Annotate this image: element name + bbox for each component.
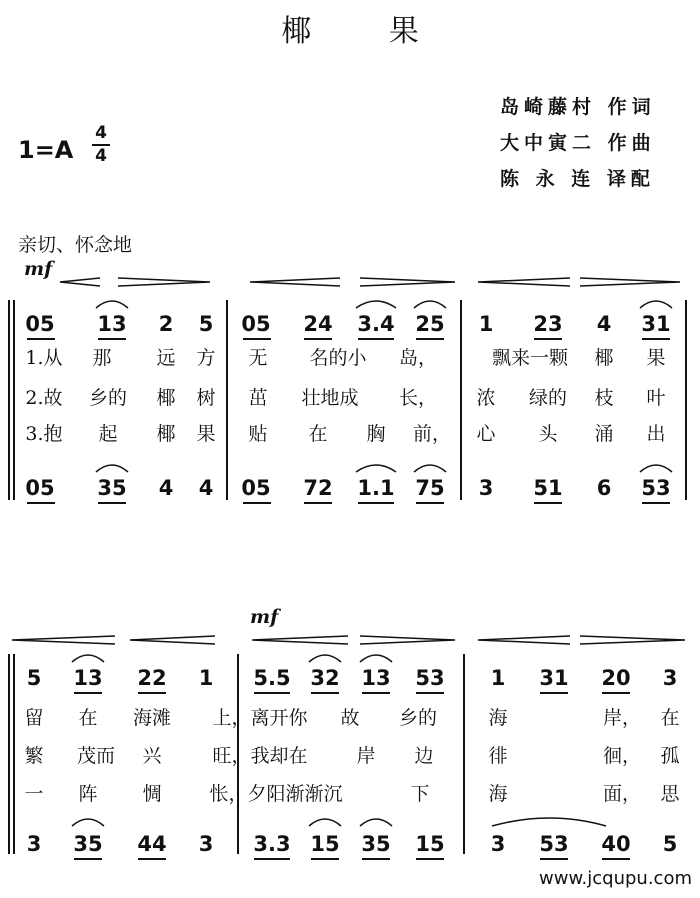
note-group: 22 [137,666,167,690]
note-group: 24 [303,312,333,336]
lyric: 乡的 [398,707,438,729]
underline [243,502,271,504]
lyric: 岛， [398,347,438,369]
lyric: 海 [488,707,508,729]
lyric: 留 [24,707,44,729]
note-group: 31 [641,312,671,336]
hairpin-marks [0,268,700,294]
lyric: 一 [24,783,44,805]
lyric: 乡的 [88,387,128,409]
lyric: 阵 [78,783,98,805]
lyric: 茁 [248,387,268,409]
note-group: 3 [478,476,494,500]
slur-marks [0,810,700,830]
watermark: www.jcqupu.com [539,868,692,889]
note-group: 3.3 [253,832,291,856]
note-group: 3 [662,666,678,690]
lyric: 海 [488,783,508,805]
lyric: 头 [538,423,558,445]
underline [540,692,568,694]
lower-voice-row [0,826,700,862]
underline [254,692,290,694]
note-group: 5 [198,312,214,336]
lyric-verse-2 [0,380,700,416]
credit-translator: 陈 永 连 译配 [500,168,655,190]
lyric: 兴 [142,745,162,767]
note-group: 4 [158,476,174,500]
note-group: 3 [490,832,506,856]
underline [27,502,55,504]
underline [311,692,339,694]
lyric: 树 [196,387,216,409]
underline [304,502,332,504]
lyric: 方 [196,347,216,369]
lyric-verse-2 [0,738,700,774]
key-signature: 1=A [18,136,74,164]
note-group: 32 [310,666,340,690]
lyric-verse-3 [0,416,700,452]
note-group: 53 [415,666,445,690]
note-group: 53 [641,476,671,500]
note-group: 35 [97,476,127,500]
lyric-verse-3 [0,776,700,812]
lyric: 2.故 [25,387,63,409]
underline [98,502,126,504]
note-group: 05 [241,476,271,500]
song-title: 椰 果 [281,14,453,49]
meter-bottom: 4 [95,146,107,166]
underline [358,502,394,504]
meter-top: 4 [95,123,107,143]
note-group: 13 [73,666,103,690]
note-group: 3 [198,832,214,856]
note-group: 4 [596,312,612,336]
underline [74,858,102,860]
underline [362,692,390,694]
note-group: 6 [596,476,612,500]
underline [311,858,339,860]
lyric: 胸 [366,423,386,445]
lyric: 下 [410,783,430,805]
note-group: 53 [539,832,569,856]
lyric: 心 [476,423,496,445]
underline [138,858,166,860]
note-group: 51 [533,476,563,500]
underline [138,692,166,694]
lyric: 名的小 [309,347,367,369]
lyric: 繁 [24,745,44,767]
lyric: 海滩 [132,707,172,729]
slur-marks [0,646,700,666]
underline [602,858,630,860]
note-group: 40 [601,832,631,856]
underline [602,692,630,694]
note-group: 1 [198,666,214,690]
note-group: 5.5 [253,666,291,690]
slur-marks [0,456,700,476]
lyric: 那 [92,347,112,369]
underline [416,502,444,504]
note-group: 75 [415,476,445,500]
note-group: 05 [241,312,271,336]
lyric: 出 [646,423,666,445]
note-group: 13 [97,312,127,336]
note-group: 35 [361,832,391,856]
lyric-verse-1 [0,340,700,376]
lyric: 惆 [142,783,162,805]
lyric: 壮地成 [301,387,359,409]
note-group: 15 [310,832,340,856]
underline [254,858,290,860]
lyric: 果 [196,423,216,445]
lyric: 叶 [646,387,666,409]
note-group: 5 [26,666,42,690]
lyric: 果 [646,347,666,369]
lyric: 旺，我却在 [212,745,308,767]
slur-marks [0,292,700,312]
note-group: 1 [490,666,506,690]
dynamic-mf: mf [24,258,53,280]
lyric: 岸 [356,745,376,767]
note-group: 5 [662,832,678,856]
lyric: 孤 [660,745,680,767]
note-group: 1 [478,312,494,336]
underline [540,858,568,860]
credit-lyricist: 岛崎藤村 作词 [500,96,656,118]
time-signature [92,124,110,166]
underline [642,502,670,504]
note-group: 72 [303,476,333,500]
note-group: 31 [539,666,569,690]
note-group: 20 [601,666,631,690]
lyric: 长， [398,387,438,409]
note-group: 15 [415,832,445,856]
lyric: 徘 [488,745,508,767]
lyric: 飘来一颗 [491,347,569,369]
lyric: 在 [308,423,328,445]
lyric: 3.抱 [25,423,63,445]
lyric: 椰 [156,423,176,445]
tempo-marking: 亲切、怀念地 [18,234,133,256]
lyric: 椰 [156,387,176,409]
lyric: 绿的 [528,387,568,409]
note-group: 05 [25,312,55,336]
credit-composer: 大中寅二 作曲 [500,132,656,154]
lyric-verse-1 [0,700,700,736]
lyric: 上，离开你 [212,707,308,729]
lyric: 在 [78,707,98,729]
lyric: 1.从 [25,347,63,369]
lyric: 在 [660,707,680,729]
note-group: 2 [158,312,174,336]
lyric: 故 [340,707,360,729]
note-group: 23 [533,312,563,336]
note-group: 1.1 [357,476,395,500]
lyric: 怅，夕阳渐渐沉 [209,783,343,805]
underline [74,692,102,694]
underline [362,858,390,860]
lyric: 浓 [476,387,496,409]
note-group: 35 [73,832,103,856]
lyric: 远 [156,347,176,369]
underline [416,692,444,694]
lyric: 岸， [602,707,642,729]
note-group: 25 [415,312,445,336]
lyric: 徊， [602,745,642,767]
note-group: 4 [198,476,214,500]
note-group: 44 [137,832,167,856]
underline [416,858,444,860]
lyric: 贴 [248,423,268,445]
lyric: 茂而 [76,745,116,767]
lyric: 起 [98,423,118,445]
lyric: 面， [602,783,642,805]
lyric: 涌 [594,423,614,445]
lyric: 椰 [594,347,614,369]
note-group: 3 [26,832,42,856]
lyric: 前， [412,423,452,445]
lyric: 枝 [594,387,614,409]
note-group: 05 [25,476,55,500]
note-group: 3.4 [357,312,395,336]
lyric: 无 [248,347,268,369]
lyric: 边 [414,745,434,767]
dynamic-mf: mf [250,606,279,628]
underline [534,502,562,504]
lyric: 思 [660,783,680,805]
note-group: 13 [361,666,391,690]
